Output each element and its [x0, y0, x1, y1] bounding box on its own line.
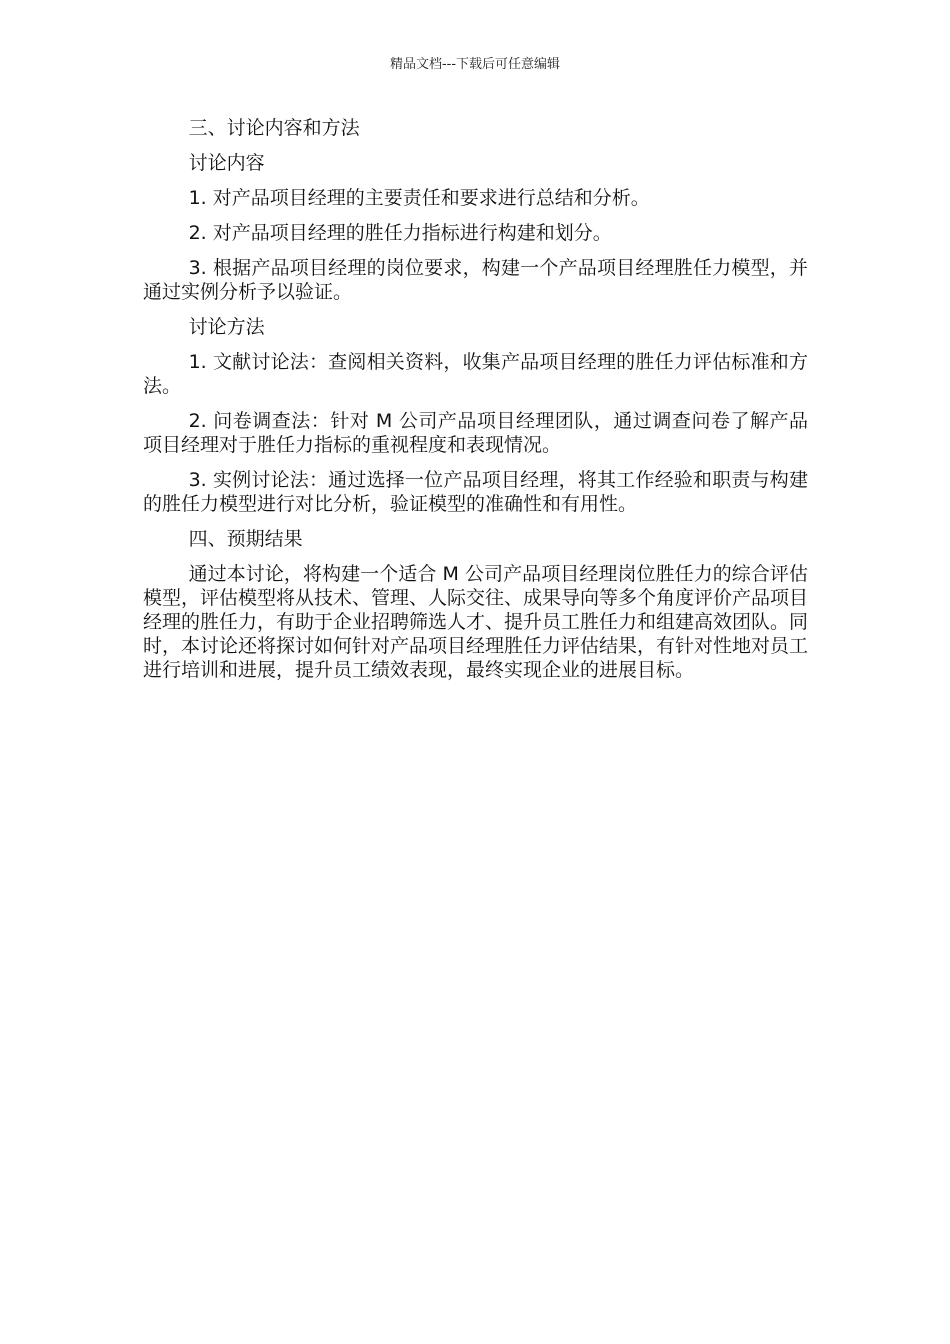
method-item-3: 3. 实例讨论法：通过选择一位产品项目经理，将其工作经验和职责与构建的胜任力模型进行对比分析，验证模型的准确性和有用性。 [143, 469, 808, 515]
content-item-3: 3. 根据产品项目经理的岗位要求，构建一个产品项目经理胜任力模型，并通过实例分析予以验证。 [143, 257, 808, 303]
content-item-2: 2. 对产品项目经理的胜任力指标进行构建和划分。 [188, 222, 612, 244]
content-item-1: 1. 对产品项目经理的主要责任和要求进行总结和分析。 [188, 187, 650, 209]
document-body [143, 116, 808, 693]
method-item-2: 2. 问卷调查法：针对 M 公司产品项目经理团队，通过调查问卷了解产品项目经理对于胜任力指标的重视程度和表现情况。 [143, 410, 808, 456]
page-header: 精品文档---下载后可任意编辑 [389, 57, 561, 72]
section-heading-methods: 三、讨论内容和方法 [188, 117, 360, 139]
subheading-methods: 讨论方法 [188, 316, 265, 338]
method-item-1: 1. 文献讨论法：查阅相关资料，收集产品项目经理的胜任力评估标准和方法。 [143, 351, 808, 397]
subheading-content: 讨论内容 [188, 152, 265, 174]
section-heading-results: 四、预期结果 [188, 528, 303, 550]
results-paragraph: 通过本讨论，将构建一个适合 M 公司产品项目经理岗位胜任力的综合评估模型，评估模型将从技术、管理、人际交往、成果导向等多个角度评价产品项目经理的胜任力，有助于企业招聘筛选人才、提升员工胜任力和组建高效团队。同时，本讨论还将探讨如何针对产品项目经理胜任力评估结果，有针对性地对员工进行培训和进展，提升员工绩效表现，最终实现企业的进展目标。 [143, 563, 809, 681]
